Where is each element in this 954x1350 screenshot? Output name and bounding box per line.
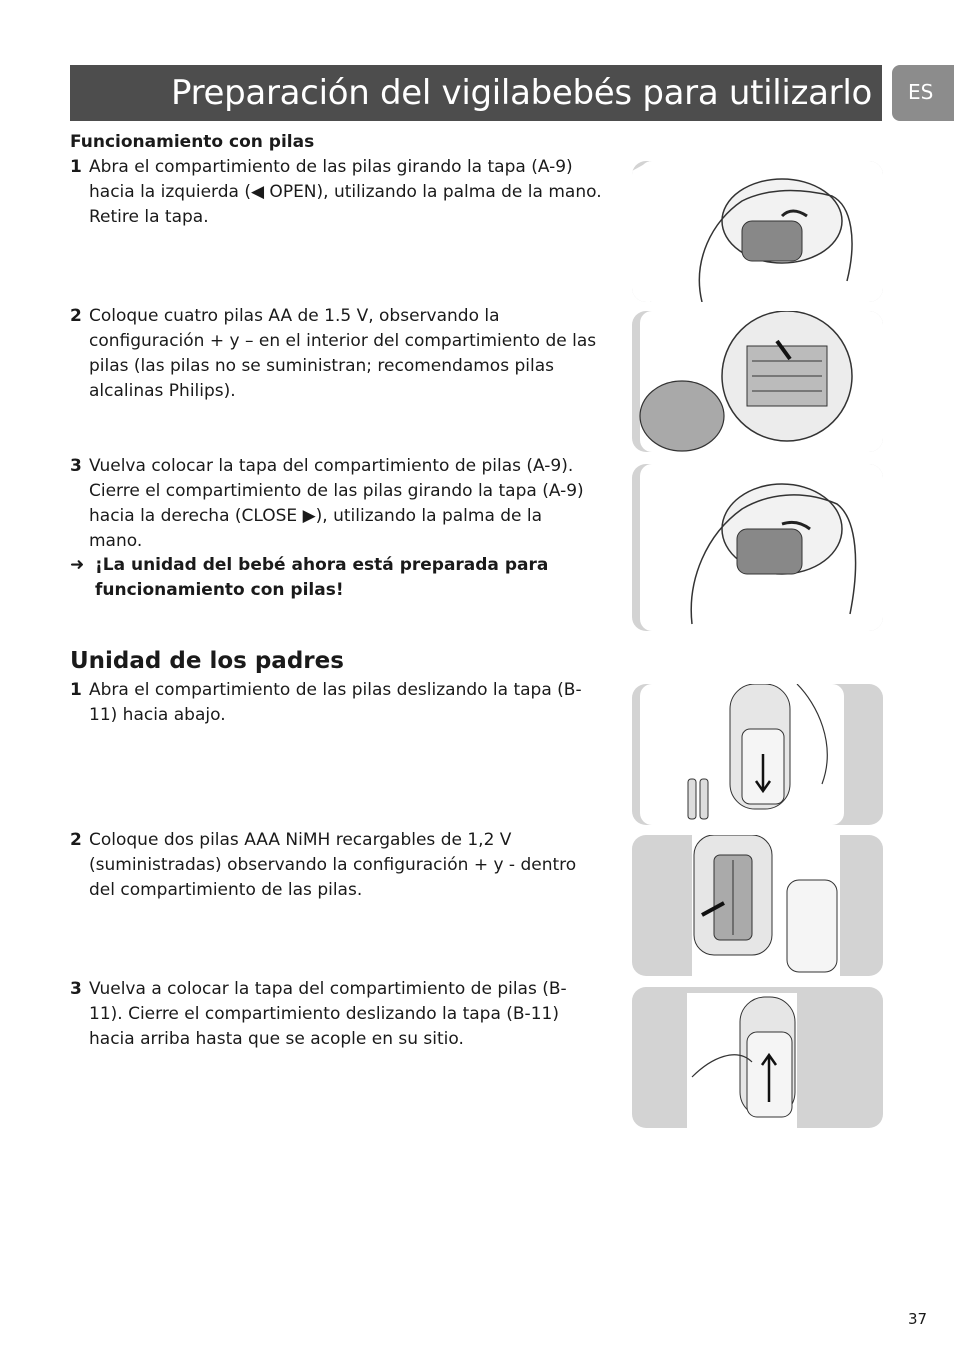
step-number: 3 [70, 456, 82, 476]
result-arrow-icon: ➜ [70, 555, 85, 575]
step-number: 2 [70, 306, 82, 326]
page-number: 37 [908, 1310, 928, 1328]
illustration-slide-cover-up [632, 987, 883, 1128]
step-text: Coloque dos pilas AAA NiMH recargables de 1,2 V (suministradas) observando la configuración + y - dentro del compartimiento de las pilas. [89, 830, 577, 900]
result-text: ¡La unidad del bebé ahora está preparada para funcionamiento con pilas! [95, 555, 549, 600]
illustration-close-cover [632, 464, 883, 631]
step-text: Coloque cuatro pilas AA de 1.5 V, observando la configuración + y – en el interior del compartimiento de las pilas (las pilas no se suministran; recomendamos pilas alcalinas Philips). [89, 306, 597, 401]
step-number: 1 [70, 680, 82, 700]
illustration-slide-cover-down [632, 684, 883, 825]
page-header [70, 65, 882, 121]
step-number: 3 [70, 979, 82, 999]
step-text: Vuelva colocar la tapa del compartimiento de pilas (A-9). Cierre el compartimiento de las pilas girando la tapa (A-9) hacia la derecha (CLOSE ▶), utilizando la palma de la mano. [89, 456, 584, 551]
section-subtitle: Funcionamiento con pilas [70, 132, 315, 152]
step-text: Vuelva a colocar la tapa del compartimiento de pilas (B-11). Cierre el compartimiento deslizando la tapa (B-11) hacia arriba hasta que se acople en su sitio. [89, 979, 567, 1049]
illustration-insert-aaa-batteries [632, 835, 883, 976]
step-text: Abra el compartimiento de las pilas girando la tapa (A-9) hacia la izquierda (◀ OPEN), utilizando la palma de la mano. Retire la tapa. [89, 157, 602, 227]
language-tab [892, 65, 954, 121]
section-heading: Unidad de los padres [70, 648, 344, 674]
step-text: Abra el compartimiento de las pilas deslizando la tapa (B-11) hacia abajo. [89, 680, 582, 725]
step-number: 1 [70, 157, 82, 177]
language-label: ES [908, 80, 934, 104]
page-title: Preparación del vigilabebés para utilizarlo [170, 73, 872, 113]
illustration-open-cover [632, 161, 883, 302]
illustration-insert-aa-batteries [632, 311, 883, 452]
step-number: 2 [70, 830, 82, 850]
